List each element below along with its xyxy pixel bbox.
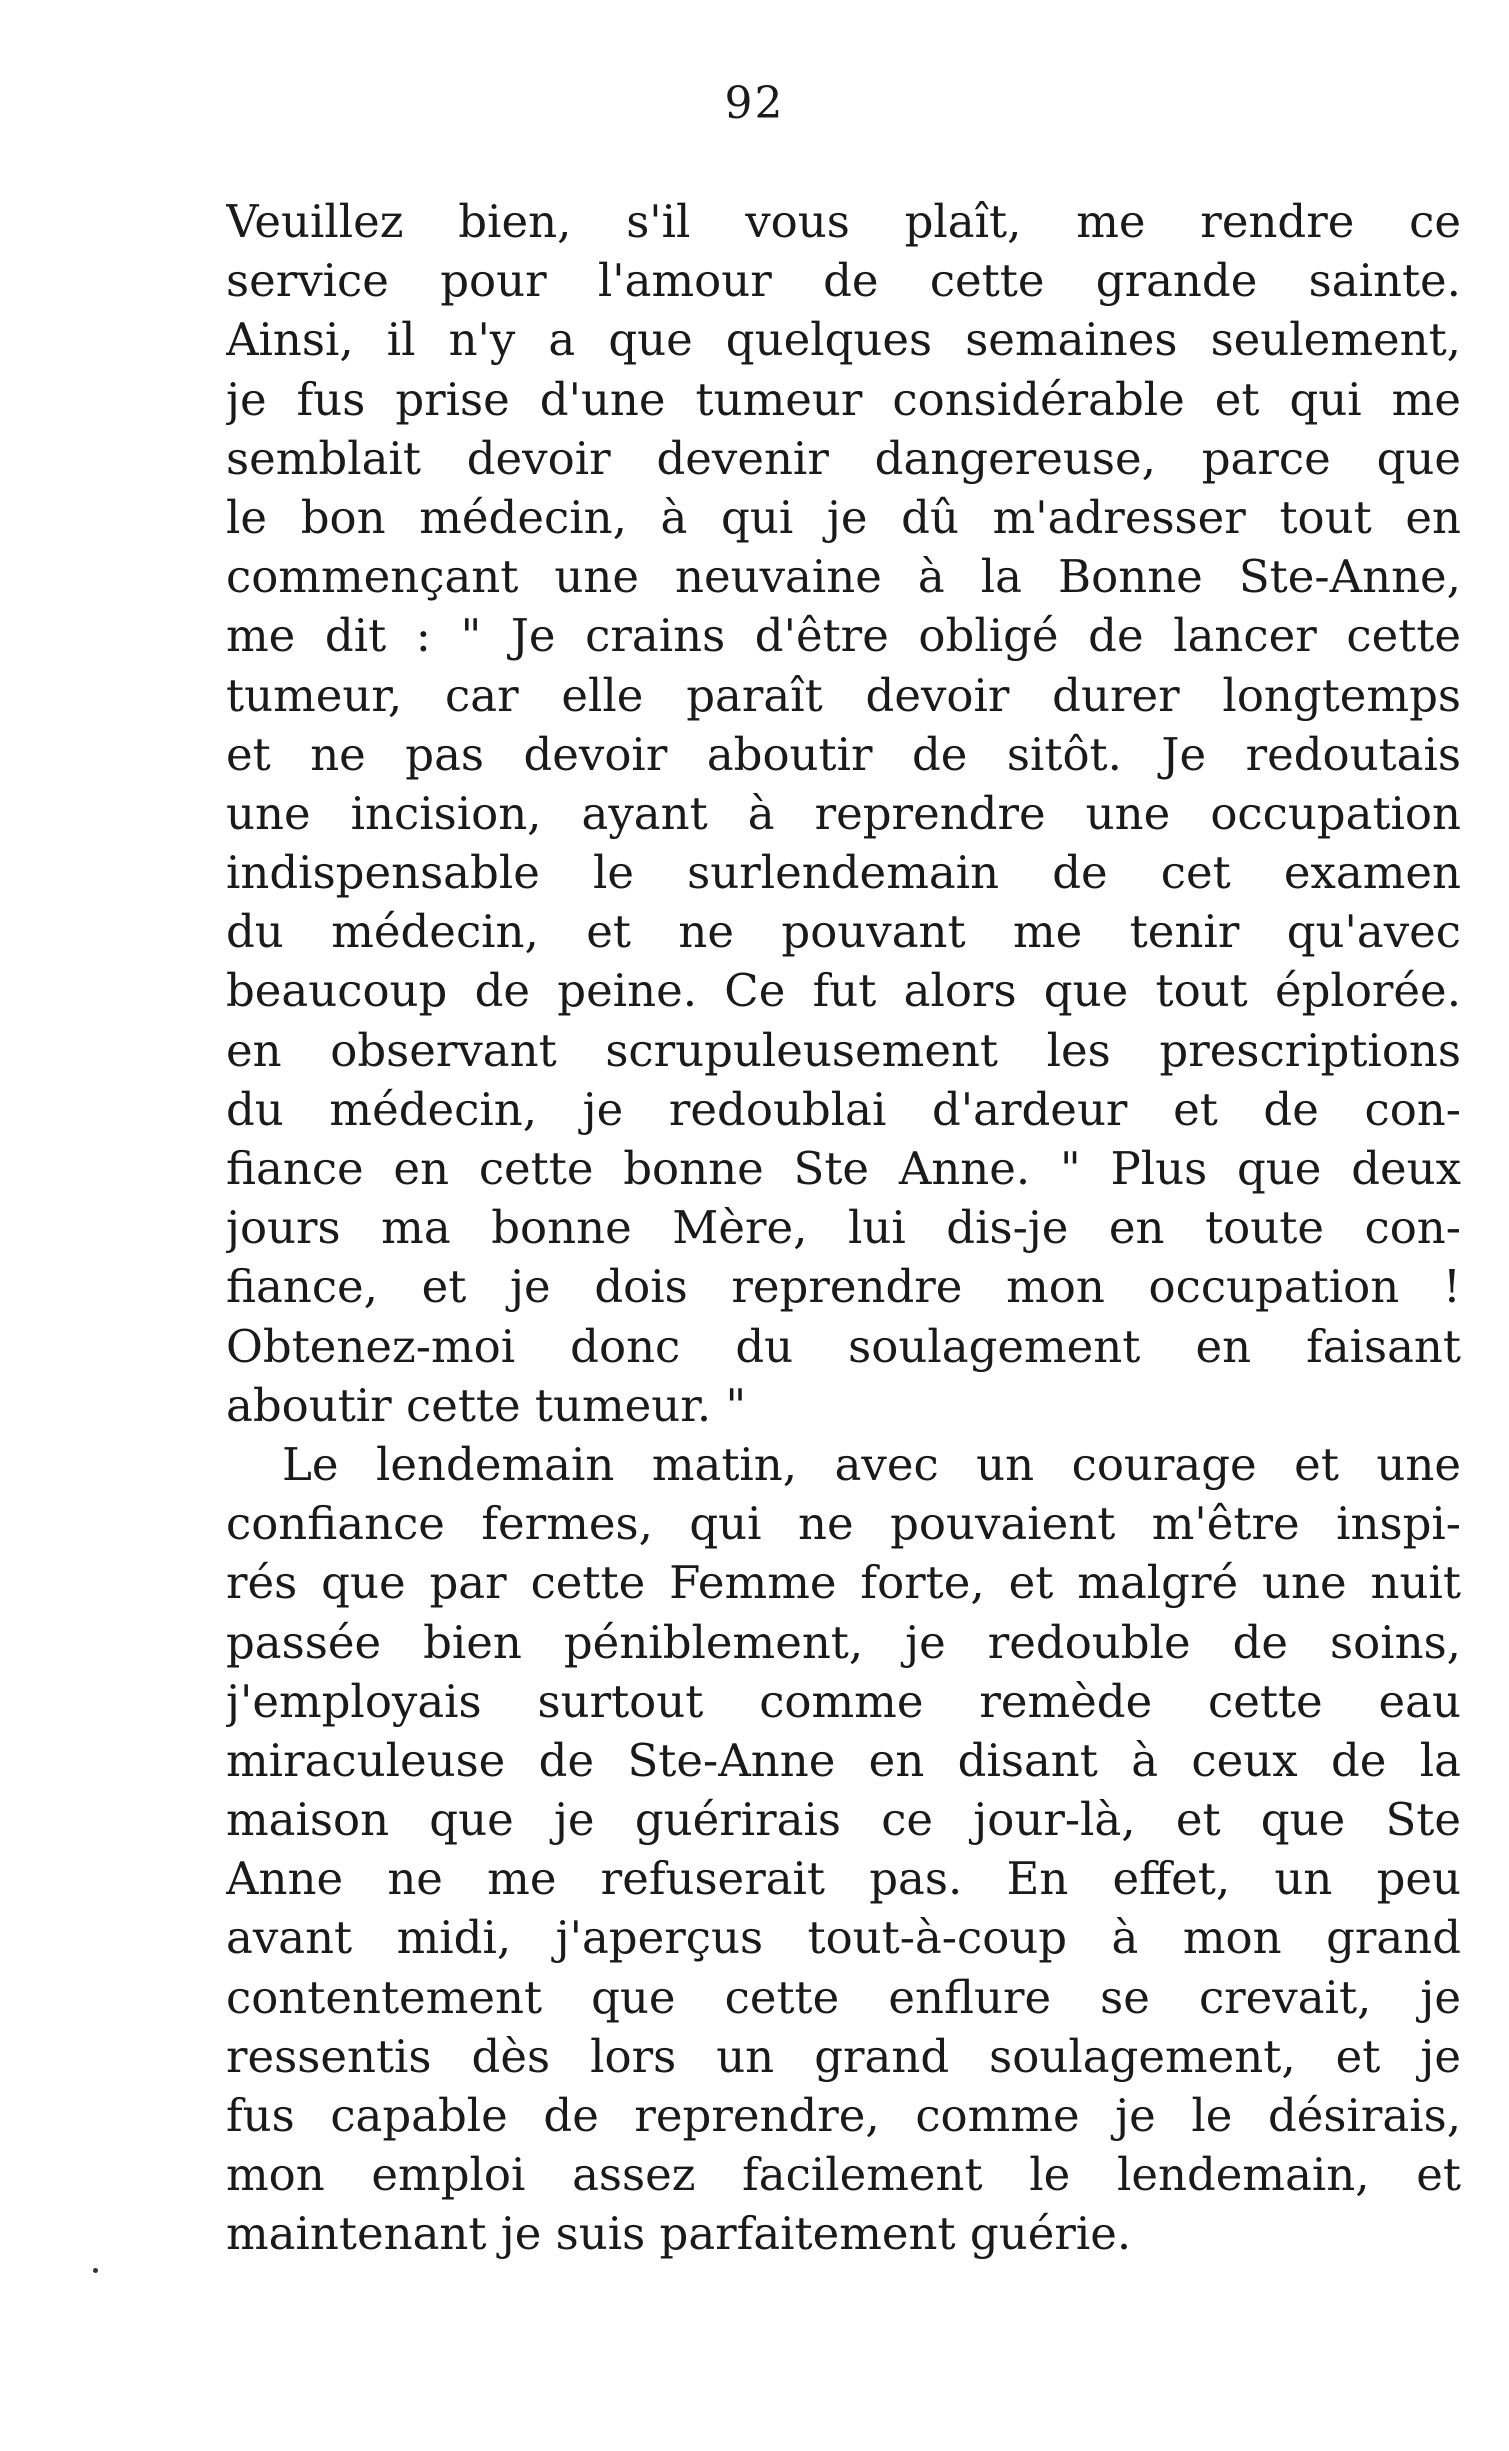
text-line: commençant une neuvaine à la Bonne Ste-Anne,: [226, 550, 1461, 604]
text-line: tumeur, car elle paraît devoir durer longtemps: [226, 668, 1461, 722]
text-line: fiance, et je dois reprendre mon occupation !: [226, 1260, 1461, 1314]
text-line: service pour l'amour de cette grande sainte.: [226, 254, 1461, 308]
text-line: Veuillez bien, s'il vous plaît, me rendre ce: [226, 195, 1461, 248]
text-line: me dit : " Je crains d'être obligé de lancer cette: [226, 609, 1461, 663]
text-line: en observant scrupuleusement les prescriptions: [226, 1023, 1461, 1077]
text-line: Anne ne me refuserait pas. En effet, un peu: [226, 1852, 1461, 1906]
text-line: maison que je guérirais ce jour-là, et que Ste: [226, 1793, 1461, 1847]
text-line: confiance fermes, qui ne pouvaient m'être inspi-: [226, 1497, 1461, 1551]
text-line: avant midi, j'aperçus tout-à-coup à mon grand: [226, 1911, 1461, 1965]
text-line: miraculeuse de Ste-Anne en disant à ceux de la: [226, 1733, 1461, 1787]
text-line: jours ma bonne Mère, lui dis-je en toute con-: [226, 1201, 1461, 1255]
text-line: j'employais surtout comme remède cette eau: [226, 1674, 1461, 1728]
text-line: et ne pas devoir aboutir de sitôt. Je redoutais: [226, 727, 1461, 781]
text-line: fus capable de reprendre, comme je le désirais,: [226, 2089, 1461, 2142]
text-line: du médecin, je redoublai d'ardeur et de con-: [226, 1082, 1461, 1136]
text-line: une incision, ayant à reprendre une occupation: [226, 786, 1461, 840]
text-line: je fus prise d'une tumeur considérable et qui me: [226, 372, 1461, 426]
ink-speck: [93, 2268, 98, 2273]
text-line: ressentis dès lors un grand soulagement, et je: [226, 2029, 1461, 2083]
text-line: fiance en cette bonne Ste Anne. " Plus que deux: [226, 1142, 1461, 1195]
text-line: rés que par cette Femme forte, et malgré une nuit: [226, 1556, 1461, 1610]
page-number: 92: [724, 78, 785, 129]
text-line: maintenant je suis parfaitement guérie.: [226, 2207, 1132, 2261]
text-line: semblait devoir devenir dangereuse, parce que: [226, 431, 1461, 485]
text-line: mon emploi assez facilement le lendemain, et: [226, 2148, 1461, 2202]
text-line: Le lendemain matin, avec un courage et une: [282, 1437, 1461, 1491]
text-line: passée bien péniblement, je redouble de soins,: [226, 1615, 1461, 1669]
text-line: Obtenez-moi donc du soulagement en faisant: [226, 1319, 1461, 1373]
text-line: aboutir cette tumeur. ": [226, 1378, 747, 1432]
text-line: du médecin, et ne pouvant me tenir qu'avec: [226, 905, 1461, 959]
text-line: beaucoup de peine. Ce fut alors que tout éplorée.: [226, 964, 1461, 1018]
text-line: indispensable le surlendemain de cet examen: [226, 846, 1461, 900]
body-text: [226, 192, 1461, 2264]
text-line: le bon médecin, à qui je dû m'adresser tout en: [226, 490, 1461, 544]
text-line: contentement que cette enflure se crevait, je: [226, 1970, 1461, 2024]
text-line: Ainsi, il n'y a que quelques semaines seulement,: [226, 313, 1461, 367]
